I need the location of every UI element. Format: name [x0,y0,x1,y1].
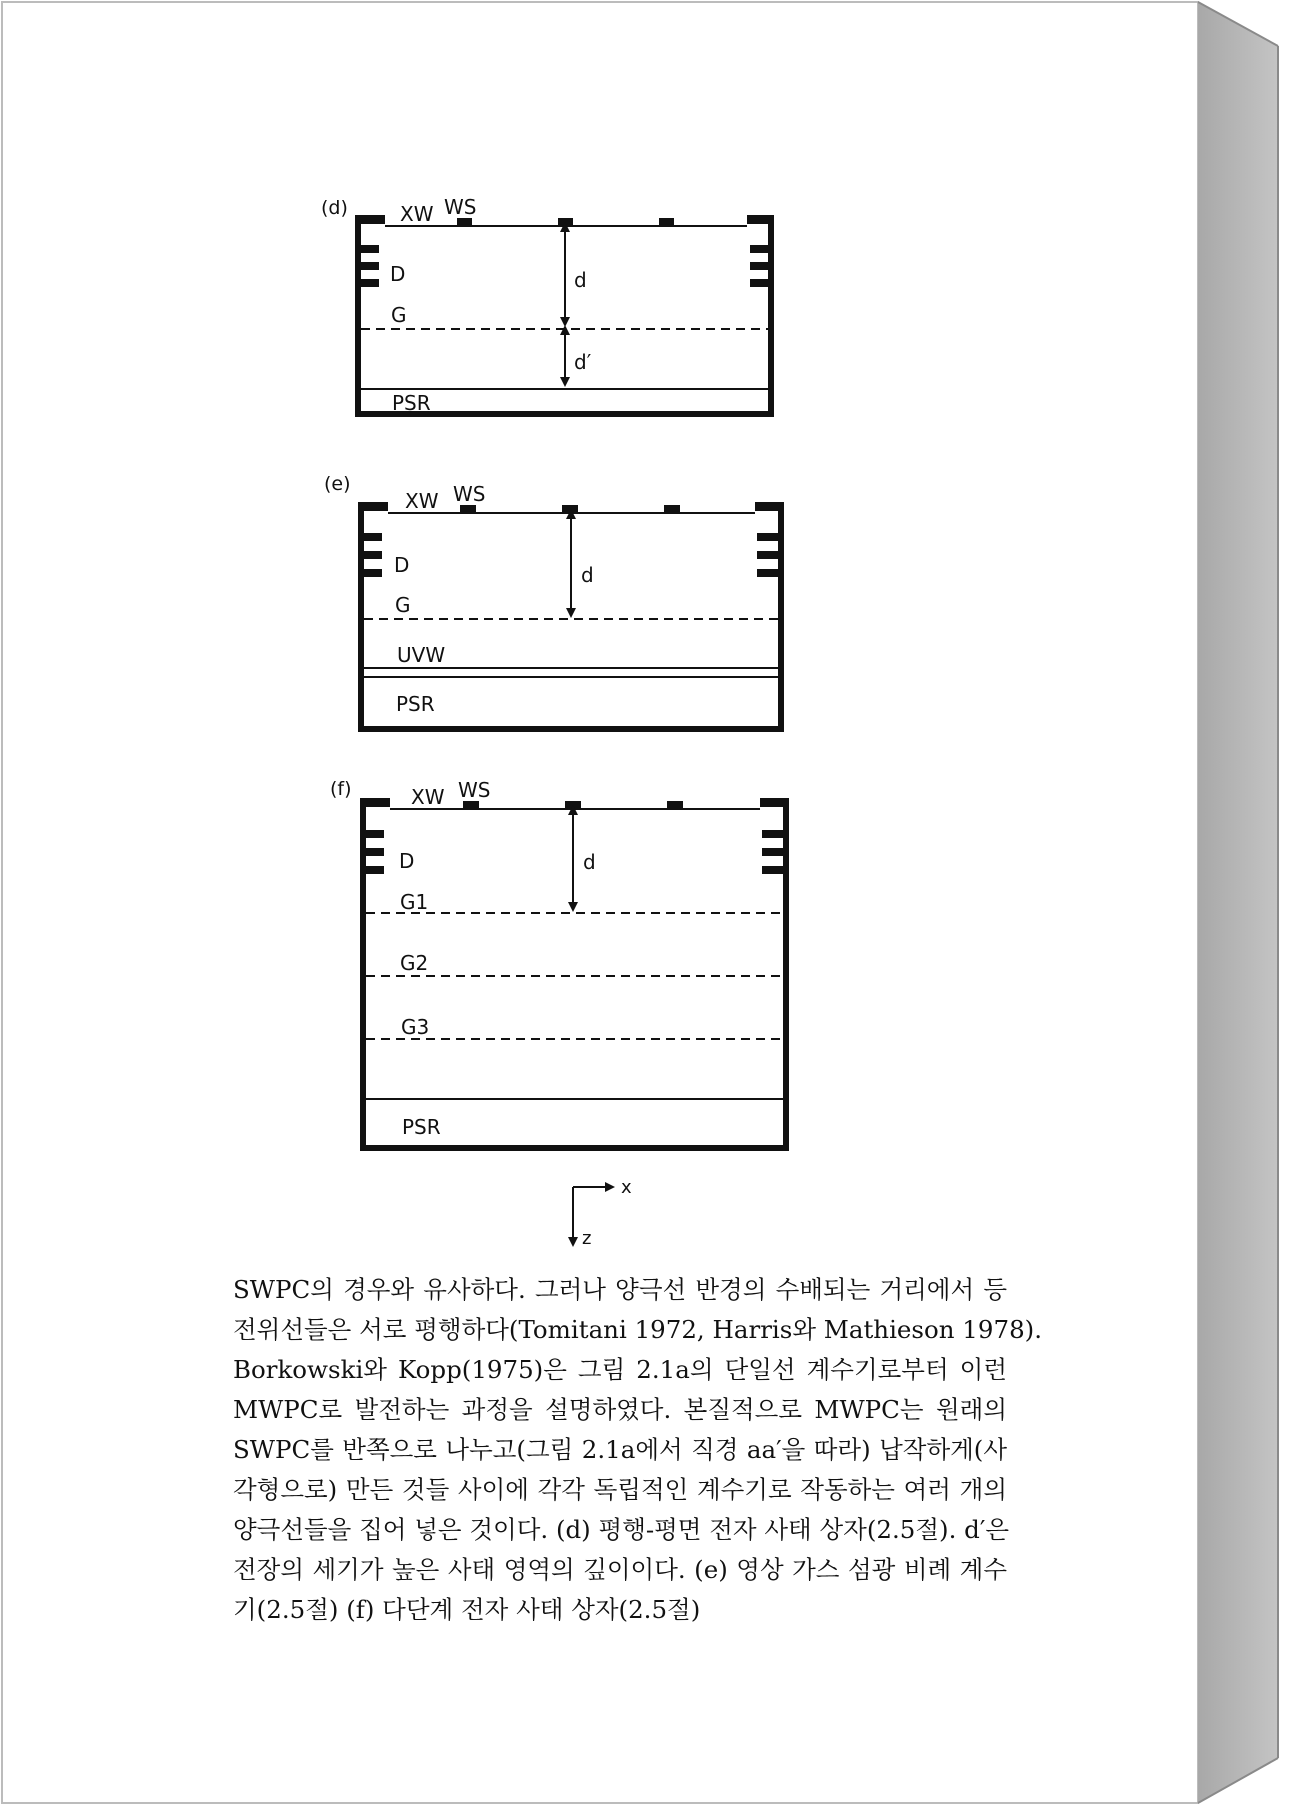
figure-caption [233,1270,1043,1630]
label-g3: G3 [401,1015,430,1039]
frame-cap-left [355,215,385,224]
label-d: D [399,849,415,873]
caption-line: SWPC를 반쪽으로 나누고(그림 2.1a에서 직경 aa′을 따라) 납작하게(사 [233,1435,1007,1464]
wire-ws [565,801,581,809]
wire-ws [558,218,573,226]
frame-cap-left [360,798,390,807]
label-xw: XW [405,489,439,513]
z-axis-label: z [582,1228,592,1249]
label-g1: G1 [400,890,429,914]
wire-ws [457,218,472,226]
caption-line: 전장의 세기가 높은 사태 영역의 깊이이다. (e) 영상 가스 섬광 비례 계수 [233,1555,1007,1584]
book-spine [1198,2,1278,1803]
wire-ws [667,801,683,809]
caption-line: Borkowski와 Kopp(1975)은 그림 2.1a의 단일선 계수기로부터 이런 [233,1355,1007,1384]
diagram-d [321,195,774,415]
caption-line: 양극선들을 집어 넣은 것이다. (d) 평행-평면 전자 사태 상자(2.5절). d′은 [233,1515,1010,1544]
label-ws: WS [444,195,477,219]
label-dim-d: d [583,850,596,874]
frame-cap-right [747,215,774,224]
wire-ws [659,218,674,226]
label-ws: WS [458,778,491,802]
label-g: G [391,303,407,327]
panel-label-e: (e) [324,473,351,495]
side-electrodes [361,533,778,577]
label-xw: XW [411,785,445,809]
label-dim-d: d [581,563,594,587]
wire-ws [562,505,578,513]
axes-indicator [573,1177,632,1249]
frame-cap-right [760,798,789,807]
frame-cap-right [755,502,784,511]
label-g2: G2 [400,951,429,975]
wire-ws [664,505,680,513]
label-psr: PSR [396,692,435,716]
label-ws: WS [453,482,486,506]
caption-line: 기(2.5절) (f) 다단계 전자 사태 상자(2.5절) [233,1595,701,1624]
frame-cap-left [358,502,388,511]
diagram-e [324,473,784,729]
caption-line: SWPC의 경우와 유사하다. 그러나 양극선 반경의 수배되는 거리에서 등 [233,1275,1007,1304]
panel-label-f: (f) [330,778,352,800]
panel-label-d: (d) [321,197,348,219]
x-axis-label: x [621,1177,632,1198]
label-d: D [394,553,410,577]
caption-line: MWPC로 발전하는 과정을 설명하였다. 본질적으로 MWPC는 원래의 [233,1395,1007,1424]
label-dim-d: d [574,268,587,292]
label-xw: XW [400,202,434,226]
label-d: D [390,262,406,286]
wire-ws [463,801,479,809]
diagram-f [330,778,789,1148]
label-psr: PSR [402,1115,441,1139]
label-dim-dprime: d′ [574,350,592,374]
caption-line: 각형으로) 만든 것들 사이에 각각 독립적인 계수기로 작동하는 여러 개의 [233,1475,1007,1504]
wire-ws [460,505,476,513]
label-g: G [395,593,411,617]
label-psr: PSR [392,391,431,415]
caption-line: 전위선들은 서로 평행하다(Tomitani 1972, Harris와 Mathieson 1978). [233,1315,1043,1344]
label-uvw: UVW [397,643,446,667]
